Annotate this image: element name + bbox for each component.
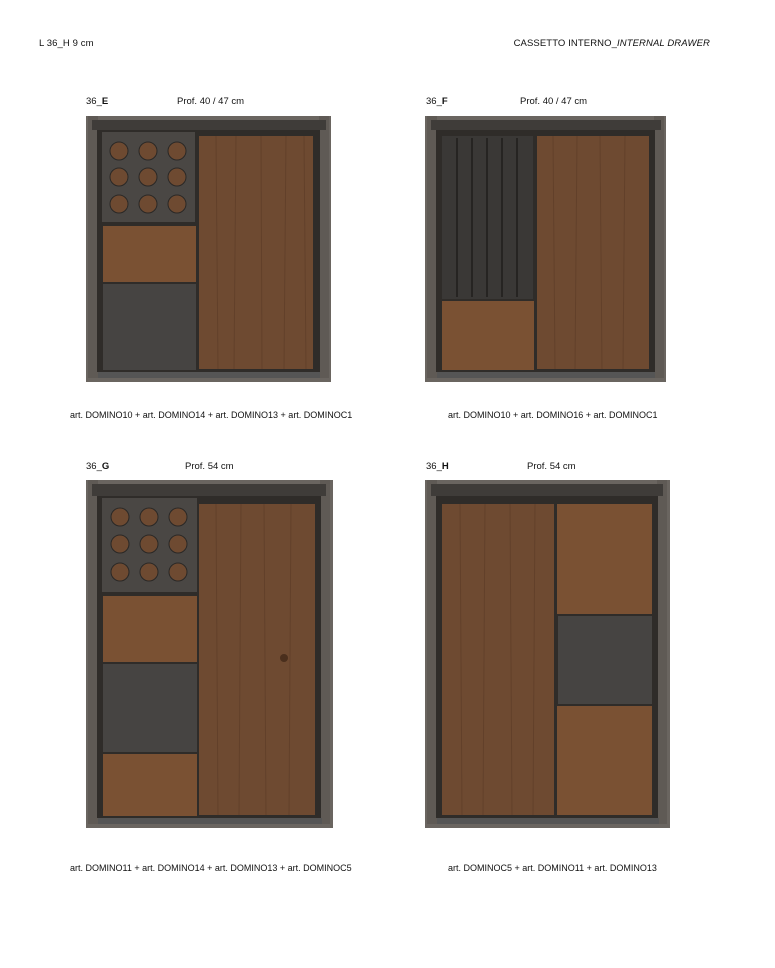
panel-depth-f: Prof. 40 / 47 cm [520,96,588,107]
section-title-english: INTERNAL DRAWER [617,38,710,49]
panel-caption-h: art. DOMINOC5 + art. DOMINO11 + art. DOMINO13 [448,863,657,873]
drawer-image-h [425,480,670,828]
panel-code-g: 36_G [86,461,110,472]
panel-depth-g: Prof. 54 cm [185,461,234,472]
page-header-dimensions: L 36_H 9 cm [39,38,94,49]
panel-code-f: 36_F [426,96,448,107]
panel-depth-h: Prof. 54 cm [527,461,576,472]
panel-caption-f: art. DOMINO10 + art. DOMINO16 + art. DOMINOC1 [448,410,658,420]
panel-caption-e: art. DOMINO10 + art. DOMINO14 + art. DOMINO13 + art. DOMINOC1 [70,410,353,420]
drawer-image-e [86,116,331,382]
panel-code-e: 36_E [86,96,109,107]
section-title: CASSETTO INTERNO_ [513,38,617,49]
page-header-section [514,38,710,49]
panel-caption-g: art. DOMINO11 + art. DOMINO14 + art. DOMINO13 + art. DOMINOC5 [70,863,352,873]
panel-code-h: 36_H [426,461,449,472]
drawer-image-g [86,480,333,828]
drawer-image-f [425,116,666,382]
panel-depth-e: Prof. 40 / 47 cm [177,96,245,107]
